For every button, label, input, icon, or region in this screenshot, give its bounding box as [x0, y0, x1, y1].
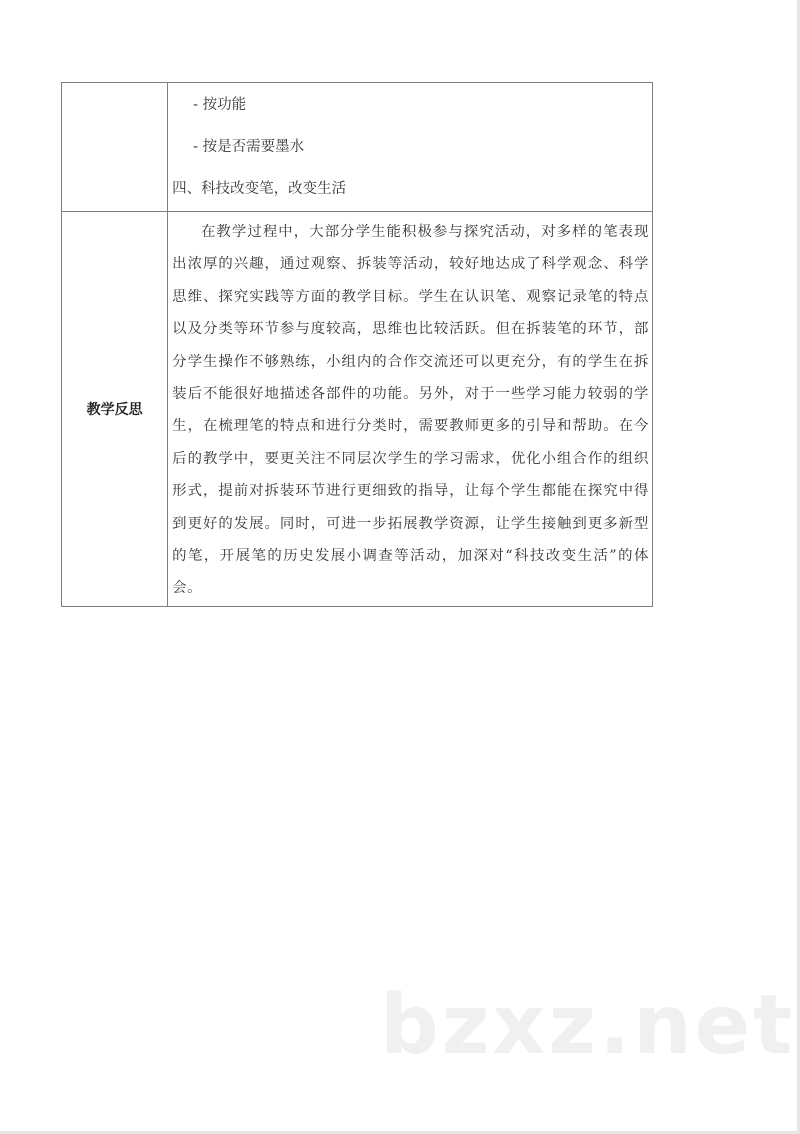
- reflection-content-cell: [168, 212, 653, 607]
- lesson-plan-table: [61, 82, 653, 607]
- reflection-paragraph: 在教学过程中，大部分学生能积极参与探究活动，对多样的笔表现出浓厚的兴趣，通过观察、拆装等活动，较好地达成了科学观念、科学思维、探究实践等方面的教学目标。学生在认识笔、观察记录笔的特点以及分类等环节参与度较高，思维也比较活跃。但在拆装笔的环节，部分学生操作不够熟练，小组内的合作交流还可以更充分，有的学生在拆装后不能很好地描述各部件的功能。另外，对于一些学习能力较弱的学生，在梳理笔的特点和进行分类时，需要教师更多的引导和帮助。在今后的教学中，要更关注不同层次学生的学习需求，优化小组合作的组织形式，提前对拆装环节进行更细致的指导，让每个学生都能在探究中得到更好的发展。同时，可进一步拓展教学资源，让学生接触到更多新型的笔，开展笔的历史发展小调查等活动，加深对“科技改变生活”的体会。: [172, 224, 649, 597]
- section-heading-four: 四、科技改变笔，改变生活: [172, 181, 347, 197]
- table-row-reflection: [62, 212, 653, 607]
- bullet-by-function: - 按功能: [193, 97, 247, 113]
- continuation-content-cell: [168, 83, 653, 212]
- row-label-teaching-reflection: 教学反思: [62, 212, 168, 607]
- bullet-by-ink-need: - 按是否需要墨水: [193, 139, 305, 155]
- row-label-empty: [62, 83, 168, 212]
- table-row-continuation: [62, 83, 653, 212]
- watermark-text: bzxz.net: [380, 978, 796, 1073]
